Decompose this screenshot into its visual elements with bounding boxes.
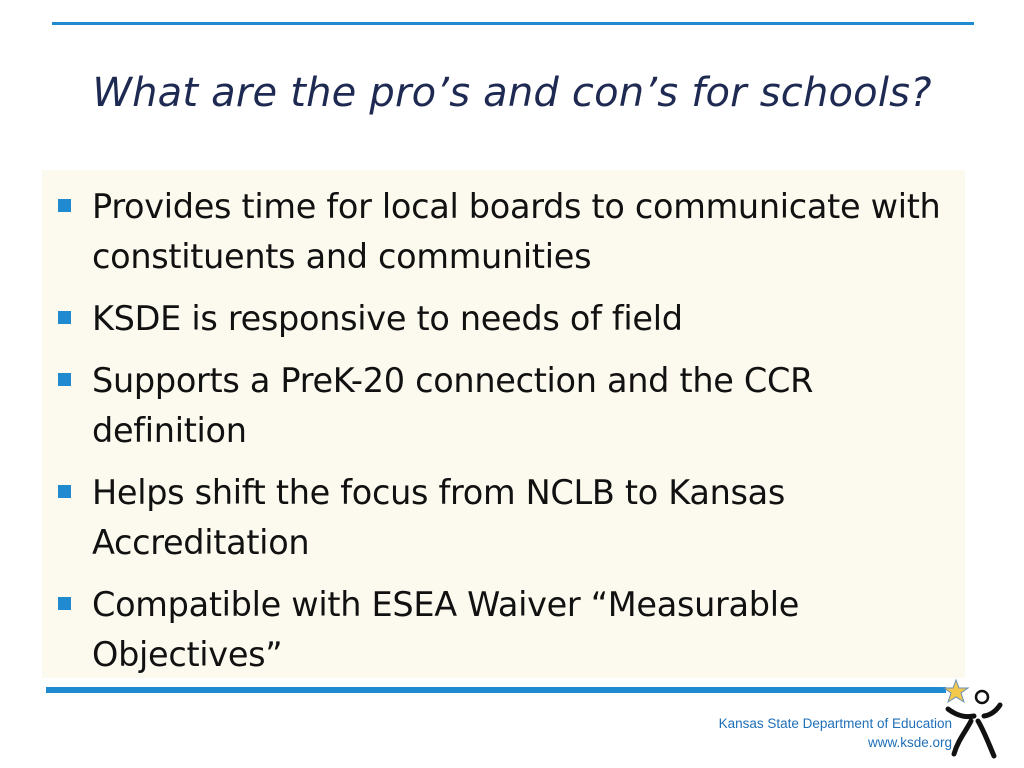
square-bullet-icon: [58, 373, 71, 386]
footer: [719, 714, 952, 752]
footer-organization: Kansas State Department of Education: [718, 716, 952, 731]
bullet-item: [42, 356, 965, 456]
ksde-logo-icon: [938, 678, 1004, 760]
logo-arm-right-icon: [984, 705, 1000, 716]
logo-leg-right-icon: [978, 721, 994, 756]
bullet-text: KSDE is responsive to needs of field: [92, 299, 683, 338]
square-bullet-icon: [58, 199, 71, 212]
bullet-text: Helps shift the focus from NCLB to Kansas Accreditation: [92, 473, 786, 562]
footer-website: www.ksde.org: [867, 735, 952, 750]
bullet-text: Provides time for local boards to communicate with constituents and communities: [92, 187, 941, 276]
bullet-item: [42, 580, 965, 680]
square-bullet-icon: [58, 311, 71, 324]
logo-leg-left-icon: [954, 721, 971, 754]
bottom-divider: [46, 687, 946, 693]
bullet-text: Supports a PreK-20 connection and the CCR definition: [92, 361, 814, 450]
logo-arm-left-icon: [948, 709, 974, 717]
square-bullet-icon: [58, 485, 71, 498]
slide-title: What are the pro’s and con’s for schools?: [92, 70, 932, 116]
logo-head-icon: [976, 691, 988, 703]
bullet-item: [42, 182, 965, 282]
bullet-item: [42, 294, 965, 344]
content-panel: [42, 170, 965, 678]
square-bullet-icon: [58, 597, 71, 610]
bullet-item: [42, 468, 965, 568]
bullet-text: Compatible with ESEA Waiver “Measurable Objectives”: [92, 585, 800, 674]
bullet-list: [42, 170, 965, 680]
top-divider: [52, 22, 974, 25]
logo-star-icon: [944, 680, 968, 702]
